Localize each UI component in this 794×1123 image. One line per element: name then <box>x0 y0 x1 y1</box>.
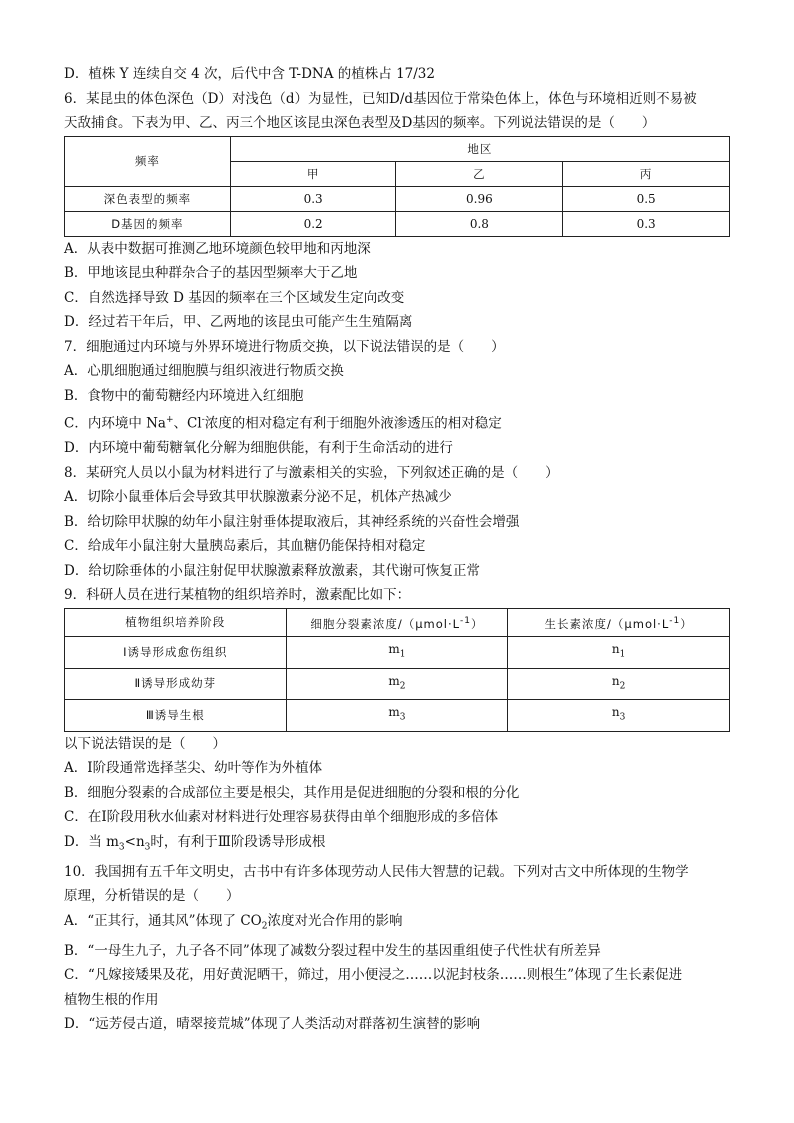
table2-header-auxin: 生长素浓度$/(\mu mol\cdot L^{-1})$ <box>508 608 730 637</box>
table1-cell: 0.8 <box>396 211 563 236</box>
q9-option-a: A．Ⅰ阶段通常选择茎尖、幼叶等作为外植体 <box>64 760 323 776</box>
q7-option-d: D．内环境中葡萄糖氧化分解为细胞供能，有利于生命活动的进行 <box>64 440 453 456</box>
table2-cell-m: $m_2$ <box>286 668 508 699</box>
table2-header-cytokinin: 细胞分裂素浓度$/(\mu mol\cdot L^{-1})$ <box>286 608 508 637</box>
table-row <box>65 186 730 211</box>
table2-cell-m: $m_1$ <box>286 637 508 668</box>
q6-option-b: B．甲地该昆虫种群杂合子的基因型频率大于乙地 <box>64 265 358 281</box>
table1-corner-header: 频率 <box>65 136 231 186</box>
table1-cell: 0.96 <box>396 186 563 211</box>
q8-option-d: D．给切除垂体的小鼠注射促甲状腺激素释放激素，其代谢可恢复正常 <box>64 562 480 579</box>
q9-option-b: B．细胞分裂素的合成部位主要是根尖，其作用是促进细胞的分裂和根的分化 <box>64 784 520 801</box>
q6-option-a: A．从表中数据可推测乙地环境颜色较甲地和丙地深 <box>64 240 371 257</box>
table1-row-label: 深色表型的频率 <box>65 186 231 211</box>
q10-option-c-line1: C．“凡嫁接矮果及花，用好黄泥晒干，筛过，用小便浸之……以泥封枝条……则根生”体现了生长素促进 <box>64 967 683 984</box>
table-row <box>65 700 730 731</box>
q6-option-c: C．自然选择导致 D 基因的频率在三个区域发生定向改变 <box>64 289 405 306</box>
q8-option-a: A．切除小鼠垂体后会导致其甲状腺激素分泌不足，机体产热减少 <box>64 489 452 505</box>
q8-option-b: B．给切除甲状腺的幼年小鼠注射垂体提取液后，其神经系统的兴奋性会增强 <box>64 513 520 530</box>
table2-stage: Ⅱ诱导形成幼芽 <box>65 668 287 699</box>
table1-region-header: 地区 <box>230 136 729 161</box>
table1-cell: 0.2 <box>230 211 396 236</box>
q9-option-c: C．在Ⅰ阶段用秋水仙素对材料进行处理容易获得由单个细胞形成的多倍体 <box>64 809 499 825</box>
table-row <box>65 211 730 236</box>
q10-stem-line2: 原理，分析错误的是（ ） <box>64 888 240 905</box>
table1-region-jia: 甲 <box>230 161 396 186</box>
table2-stage: Ⅲ诱导生根 <box>65 700 287 731</box>
table1-region-bing: 丙 <box>563 161 730 186</box>
table2-cell-n: $n_3$ <box>508 700 730 731</box>
table1-cell: 0.3 <box>563 211 730 236</box>
q10-option-a: A．“正其行，通其风”体现了 $CO_2$浓度对光合作用的影响 <box>64 912 403 932</box>
table2-cell-n: $n_2$ <box>508 668 730 699</box>
q9-question: 以下说法错误的是（ ） <box>64 735 226 752</box>
table2-stage: Ⅰ诱导形成愈伤组织 <box>65 637 287 668</box>
q7-option-b: B．食物中的葡萄糖经内环境进入红细胞 <box>64 387 304 404</box>
q6-stem-line2: 天敌捕食。下表为甲、乙、丙三个地区该昆虫深色表型及D基因的频率。下列说法错误的是（ ） <box>64 115 656 131</box>
table1-cell: 0.3 <box>230 186 396 211</box>
frequency-table <box>64 136 730 237</box>
table2-cell-n: $n_1$ <box>508 637 730 668</box>
q10-stem-line1: 10．我国拥有五千年文明史，古书中有许多体现劳动人民伟大智慧的记载。下列对古文中所体现的生物学 <box>64 863 689 880</box>
table2-cell-m: $m_3$ <box>286 700 508 731</box>
q9-stem: 9．科研人员在进行某植物的组织培养时，激素配比如下： <box>64 587 411 603</box>
q10-option-b: B．“一母生九子，九子各不同”体现了减数分裂过程中发生的基因重组使子代性状有所差异 <box>64 942 601 959</box>
table1-region-yi: 乙 <box>396 161 563 186</box>
q10-option-d: D．“远芳侵古道，晴翠接荒城”体现了人类活动对群落初生演替的影响 <box>64 1016 481 1033</box>
q6-option-d: D．经过若干年后，甲、乙两地的该昆虫可能产生生殖隔离 <box>64 314 413 330</box>
table2-header-stage: 植物组织培养阶段 <box>65 608 287 637</box>
table1-row-label: D基因的频率 <box>65 211 231 236</box>
q7-stem: 7．细胞通过内环境与外界环境进行物质交换，以下说法错误的是（ ） <box>64 338 505 355</box>
table-row <box>65 668 730 699</box>
exam-page <box>64 62 730 1037</box>
q9-option-d: D．当 $m_3<n_3$时，有利于Ⅲ阶段诱导形成根 <box>64 833 326 853</box>
q5-option-d: D．植株 Y 连续自交 4 次，后代中含 T-DNA 的植株占 17/32 <box>64 66 435 82</box>
hormone-ratio-table <box>64 608 730 732</box>
q10-option-c-line2: 植物生根的作用 <box>64 991 159 1008</box>
table1-cell: 0.5 <box>563 186 730 211</box>
q7-option-a: A．心肌细胞通过细胞膜与组织液进行物质交换 <box>64 363 344 379</box>
q6-stem-line1: 6．某昆虫的体色深色（D）对浅色（d）为显性，已知D/d基因位于常染色体上，体色与环境相近则不易被 <box>64 90 697 107</box>
q8-stem: 8．某研究人员以小鼠为材料进行了与激素相关的实验，下列叙述正确的是（ ） <box>64 464 559 481</box>
table-row <box>65 637 730 668</box>
q8-option-c: C．给成年小鼠注射大量胰岛素后，其血糖仍能保持相对稳定 <box>64 538 426 554</box>
q7-option-c: C．内环境中 Na+、Cl-浓度的相对稳定有利于细胞外液渗透压的相对稳定 <box>64 415 502 432</box>
